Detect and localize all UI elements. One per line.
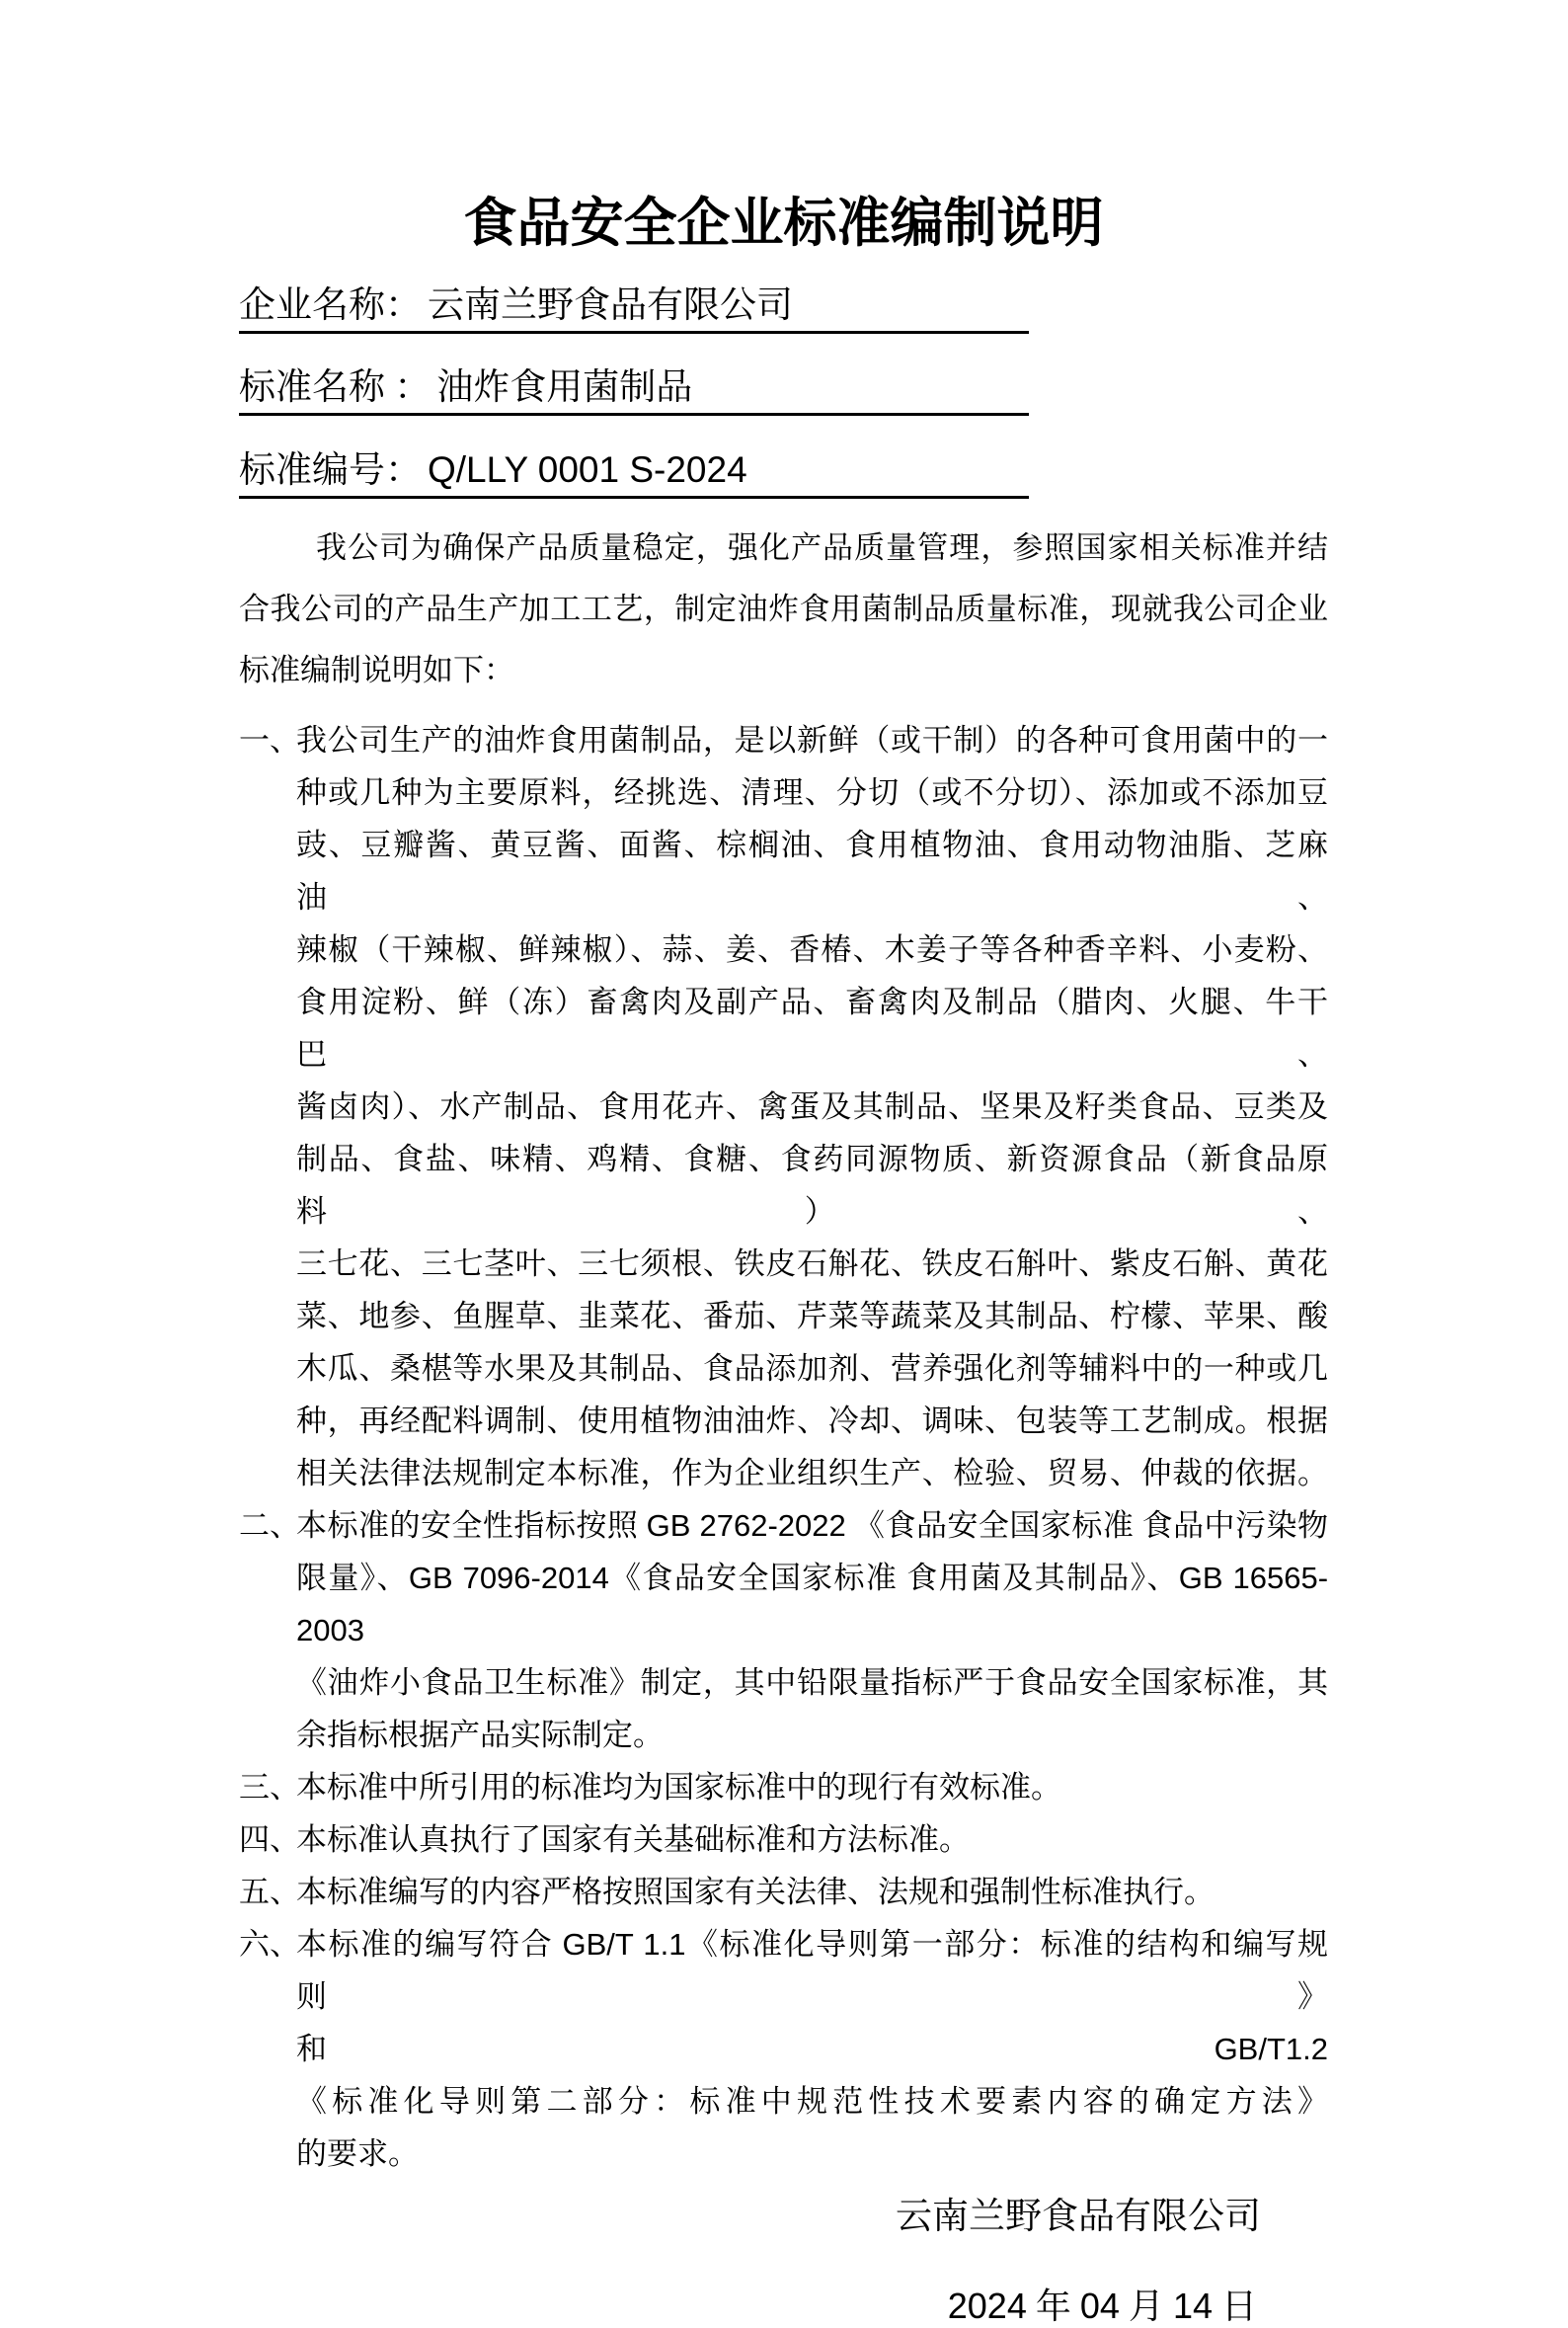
item-number: 四、 (239, 1822, 300, 1857)
intro-line: 合我公司的产品生产加工工艺，制定油炸食用菌制品质量标准，现就我公司企业 (239, 592, 1328, 626)
item-line: 豉、豆瓣酱、黄豆酱、面酱、棕榈油、食用植物油、食用动物油脂、芝麻油、 (296, 828, 1328, 915)
item-line: 限量》、GB 7096-2014《食品安全国家标准 食用菌及其制品》、GB 16565-2003 (296, 1561, 1329, 1647)
field-row-standard-number (239, 450, 1029, 499)
field-value: 云南兰野食品有限公司 (428, 285, 793, 326)
item-line: 《油炸小食品卫生标准》制定，其中铅限量指标严于食品安全国家标准，其 (296, 1665, 1328, 1700)
field-value: Q/LLY 0001 S-2024 (428, 449, 747, 490)
item-line: 本标准编写的内容严格按照国家有关法律、法规和强制性标准执行。 (296, 1875, 1215, 1909)
item-line: 本标准的安全性指标按照 GB 2762-2022 《食品安全国家标准 食品中污染物 (296, 1508, 1329, 1543)
field-row-standard-name (239, 368, 1029, 416)
signature-company: 云南兰野食品有限公司 (896, 2197, 1261, 2237)
item-line: 本标准认真执行了国家有关基础标准和方法标准。 (296, 1822, 970, 1857)
intro-line: 标准编制说明如下： (239, 653, 514, 687)
item-number: 五、 (239, 1875, 300, 1909)
list-item-4 (239, 1813, 1328, 1866)
list-item-3 (239, 1761, 1328, 1813)
item-line: 本标准的编写符合 GB/T 1.1《标准化导则第一部分：标准的结构和编写规则》 (296, 1927, 1328, 2014)
list-item-5 (239, 1866, 1328, 1918)
item-line: 食用淀粉、鲜（冻）畜禽肉及副产品、畜禽肉及制品（腊肉、火腿、牛干巴、 (296, 985, 1328, 1072)
item-line: 菜、地参、鱼腥草、韭菜花、番茄、芹菜等蔬菜及其制品、柠檬、苹果、酸 (296, 1299, 1328, 1333)
list-item-2 (239, 1499, 1328, 1761)
item-line: 种或几种为主要原料，经挑选、清理、分切（或不分切）、添加或不添加豆 (296, 775, 1328, 810)
item-line: 余指标根据产品实际制定。 (296, 1718, 664, 1752)
item-line: 相关法律法规制定本标准，作为企业组织生产、检验、贸易、仲裁的依据。 (296, 1456, 1328, 1490)
item-line: 木瓜、桑椹等水果及其制品、食品添加剂、营养强化剂等辅料中的一种或几 (296, 1351, 1328, 1386)
item-line: 酱卤肉）、水产制品、食用花卉、禽蛋及其制品、坚果及籽类食品、豆类及 (296, 1089, 1328, 1124)
signature-date: 2024 年 04 月 14 日 (947, 2286, 1257, 2326)
field-row-company-name (239, 286, 1029, 334)
header-fields (239, 286, 1328, 499)
intro-line: 我公司为确保产品质量稳定，强化产品质量管理，参照国家相关标准并结 (316, 530, 1328, 565)
field-label: 标准名称 ： (239, 367, 431, 408)
numbered-list (239, 714, 1328, 2180)
item-line: 本标准中所引用的标准均为国家标准中的现行有效标准。 (296, 1770, 1061, 1805)
item-line: 的要求。 (296, 2136, 419, 2171)
document-title: 食品安全企业标准编制说明 (463, 194, 1104, 253)
item-line: 制品、食盐、味精、鸡精、食糖、食药同源物质、新资源食品（新食品原料）、 (296, 1142, 1328, 1229)
item-number: 二、 (239, 1508, 300, 1543)
field-value: 油炸食用菌制品 (436, 367, 693, 408)
item-number: 六、 (239, 1927, 300, 1962)
field-label: 标准编号： (239, 450, 422, 491)
intro-paragraph (239, 518, 1328, 701)
field-label: 企业名称： (239, 285, 422, 326)
item-line: 辣椒（干辣椒、鲜辣椒）、蒜、姜、香椿、木姜子等各种香辛料、小麦粉、 (296, 932, 1328, 967)
item-number: 三、 (239, 1770, 300, 1805)
item-number: 一、 (239, 723, 300, 758)
list-item-1 (239, 714, 1328, 1499)
item-line: 我公司生产的油炸食用菌制品，是以新鲜（或干制）的各种可食用菌中的一 (296, 723, 1328, 758)
list-item-6 (239, 1918, 1328, 2180)
item-line: 种，再经配料调制、使用植物油油炸、冷却、调味、包装等工艺制成。根据 (296, 1404, 1328, 1438)
item-line: 三七花、三七茎叶、三七须根、铁皮石斛花、铁皮石斛叶、紫皮石斛、黄花 (296, 1246, 1328, 1281)
item-line: 和 GB/T1.2《标准化导则第二部分：标准中规范性技术要素内容的确定方法》 (296, 2032, 1328, 2119)
